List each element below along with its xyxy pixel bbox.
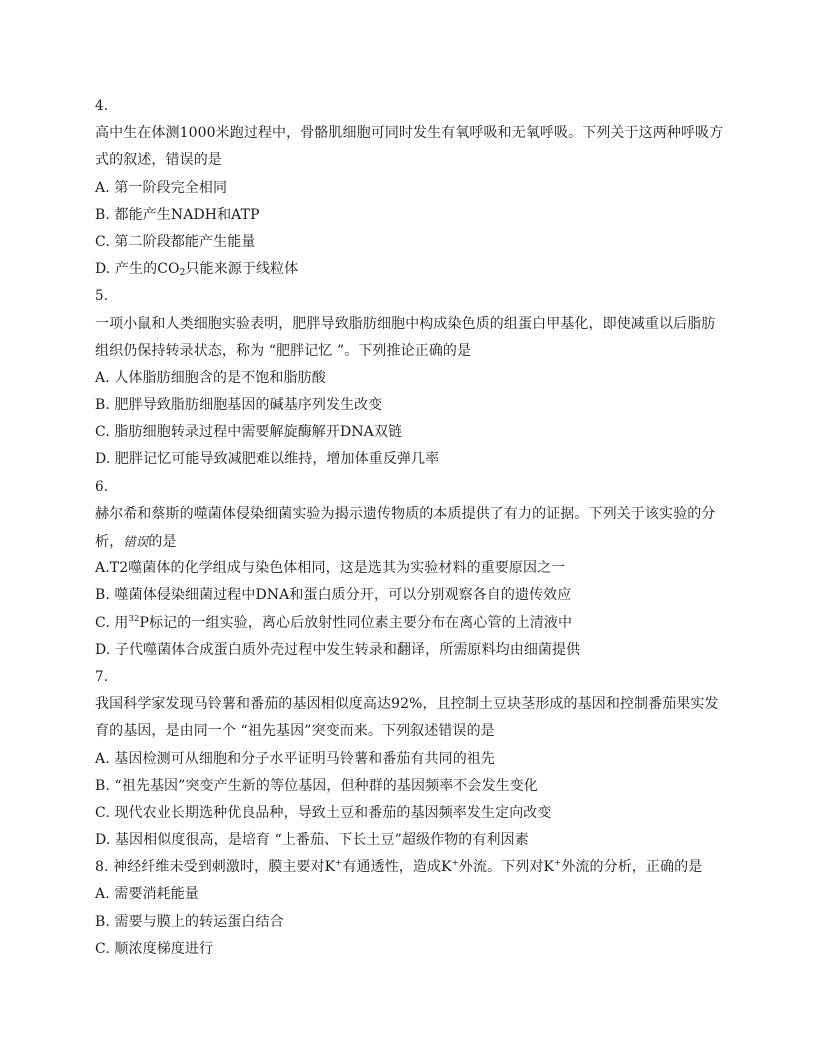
option-c-text-tail: P标记的一组实验，离心后放射性同位素主要分布在离心管的上清液中 [139, 614, 573, 631]
question-number: 7. [95, 668, 109, 685]
option-d: D. 子代噬菌体合成蛋白质外壳过程中发生转录和翻译，所需原料均由细菌提供 [95, 641, 581, 658]
stem-text: 有通透性，造成K [342, 859, 452, 876]
question-stem-line: 一项小鼠和人类细胞实验表明，肥胖导致脂肪细胞中构成染色质的组蛋白甲基化，即使减重以后脂肪 [95, 315, 716, 332]
superscript: + [451, 858, 459, 869]
option-d [95, 256, 727, 283]
question-number: 4. [95, 98, 109, 114]
superscript: 32 [128, 613, 140, 624]
option-b: B. 噬菌体侵染细菌过程中DNA和蛋白质分开，可以分别观察各自的遗传效应 [95, 587, 572, 604]
option-a: A. 需要消耗能量 [95, 886, 199, 903]
option-c: C. 顺浓度梯度进行 [95, 940, 214, 957]
option-c: C. 脂肪细胞转录过程中需要解旋酶解开DNA双链 [95, 424, 403, 441]
option-d: D. 基因相似度很高，是培育 “上番茄、下长土豆”超级作物的有利因素 [95, 832, 529, 849]
stem-text: 外流的分析，正确的是 [561, 859, 703, 876]
option-a: A. 第一阶段完全相同 [95, 179, 228, 196]
option-b: B. 需要与膜上的转运蛋白结合 [95, 913, 284, 930]
option-b: B. “祖先基因”突变产生新的等位基因，但种群的基因频率不会发生变化 [95, 777, 538, 794]
option-d-text: D. 产生的CO [95, 261, 180, 278]
option-c: C. 现代农业长期选种优良品种，导致土豆和番茄的基因频率发生定向改变 [95, 804, 552, 821]
question-number: 6. [95, 478, 109, 495]
option-a: A.T2噬菌体的化学组成与染色体相同，这是选其为实验材料的重要原因之一 [95, 560, 566, 577]
option-d-text-tail: 只能来源于线粒体 [185, 261, 299, 278]
option-d: D. 肥胖记忆可能导致减肥难以维持，增加体重反弹几率 [95, 451, 440, 468]
stem-text: 外流。下列对K [458, 859, 555, 876]
question-stem-line: 我国科学家发现马铃薯和番茄的基因相似度高达92%，且控制土豆块茎形成的基因和控制番茄果实发 [95, 696, 719, 713]
option-c-text: C. 用 [95, 614, 129, 631]
emphasis-text: 错误 [123, 534, 149, 549]
stem-text-tail: 的是 [148, 534, 177, 550]
option-a: A. 人体脂肪细胞含的是不饱和脂肪酸 [95, 369, 326, 386]
superscript: + [554, 858, 562, 869]
superscript: + [335, 858, 343, 869]
document-page [95, 93, 727, 963]
question-stem-line: 高中生在体测1000米跑过程中，骨骼肌细胞可同时发生有氧呼吸和无氧呼吸。下列关于这两种呼吸方 [95, 125, 724, 142]
question-number: 8. [95, 859, 109, 876]
option-b: B. 肥胖导致脂肪细胞基因的碱基序列发生改变 [95, 397, 383, 414]
question-stem-line [95, 528, 727, 555]
stem-text: 神经纤维未受到刺激时，膜主要对K [108, 859, 336, 876]
question-number: 5. [95, 288, 109, 305]
option-b: B. 都能产生NADH和ATP [95, 206, 260, 223]
question-stem-line: 组织仍保持转录状态，称为 “肥胖记忆 ”。下列推论正确的是 [95, 342, 472, 359]
option-c [95, 610, 727, 637]
option-c: C. 第二阶段都能产生能量 [95, 233, 256, 250]
question-stem-line: 式的叙述，错误的是 [95, 152, 222, 169]
subscript: 2 [179, 268, 186, 279]
option-a: A. 基因检测可从细胞和分子水平证明马铃薯和番茄有共同的祖先 [95, 750, 496, 767]
question-stem-line: 育的基因，是由同一个 “祖先基因”突变而来。下列叙述错误的是 [95, 723, 495, 740]
stem-text: 析， [95, 534, 124, 550]
question-stem-line [95, 854, 727, 881]
question-stem-line: 赫尔希和蔡斯的噬菌体侵染细菌实验为揭示遗传物质的本质提供了有力的证据。下列关于该实验的分 [95, 505, 716, 522]
